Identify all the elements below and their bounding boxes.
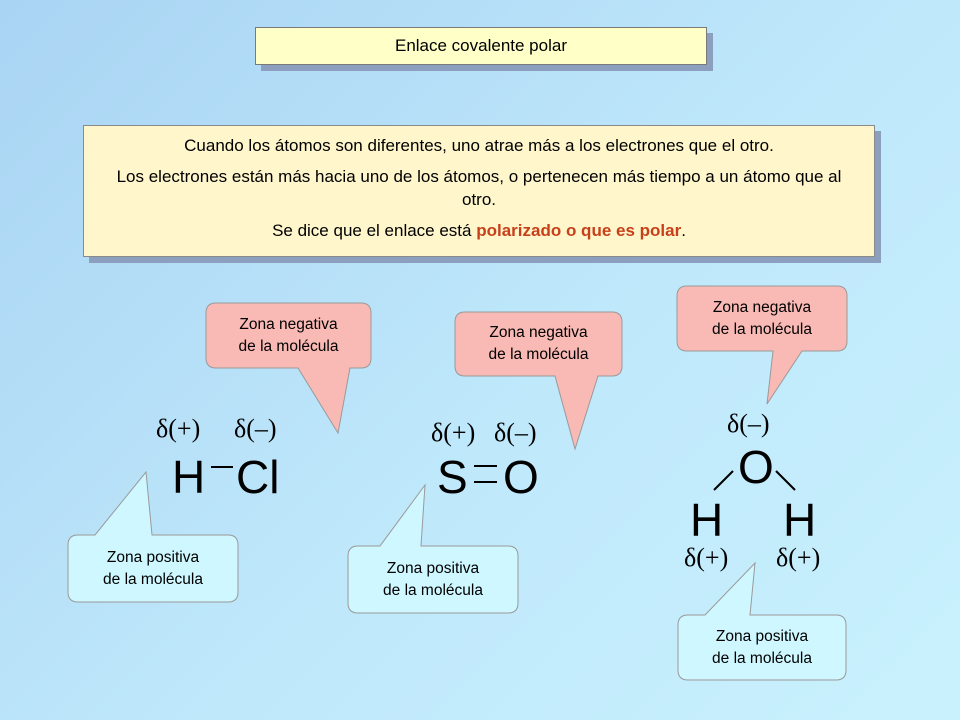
so-delta-s: δ(+) [431, 418, 476, 447]
hcl-negative-callout [206, 303, 371, 368]
callout-line: Zona positiva [386, 559, 480, 577]
hcl-atom-h: H [172, 451, 206, 503]
h2o-atom-h-right: H [783, 494, 817, 546]
so-delta-o: δ(–) [494, 418, 537, 447]
h2o-bond-left [714, 471, 733, 490]
callout-line: Zona positiva [106, 548, 200, 566]
h2o-negative-callout [677, 286, 847, 351]
hcl-positive-callout [68, 535, 238, 602]
h2o-delta-h-left: δ(+) [684, 543, 729, 572]
h2o-delta-h-right: δ(+) [776, 543, 821, 572]
callout-line: de la molécula [712, 649, 812, 667]
h2o-delta-o: δ(–) [727, 409, 770, 438]
callout-line: Zona negativa [489, 324, 588, 341]
callout-line: de la molécula [712, 320, 812, 338]
polar-highlight: polarizado o que es polar [476, 221, 682, 240]
slide-title: Enlace covalente polar [255, 27, 707, 65]
intro-line-3-start: Se dice que el enlace está [272, 221, 477, 240]
callout-line: de la molécula [238, 337, 339, 355]
callout-line: Zona negativa [239, 315, 338, 333]
intro-line-1: Cuando los átomos son diferentes, uno atrae más a los electrones que el otro. [184, 136, 774, 155]
callout-line: de la molécula [488, 346, 589, 363]
h2o-bond-right [776, 471, 795, 490]
so-negative-callout [455, 312, 622, 376]
hcl-atom-cl: Cl [236, 451, 280, 503]
callout-line: Zona positiva [715, 627, 809, 645]
so-atom-s: S [437, 451, 468, 503]
hcl-delta-cl: δ(–) [234, 414, 277, 443]
callout-line: de la molécula [103, 570, 203, 588]
h2o-atom-o: O [738, 441, 774, 493]
callout-line: de la molécula [383, 581, 483, 599]
callout-line: Zona negativa [712, 298, 812, 316]
h2o-atom-h-left: H [690, 494, 724, 546]
h2o-positive-callout [678, 615, 846, 680]
intro-line-3-end: . [681, 221, 686, 240]
so-atom-o: O [503, 451, 539, 503]
hcl-delta-h: δ(+) [156, 414, 201, 443]
so-positive-callout [348, 546, 518, 613]
intro-line-2: Los electrones están más hacia uno de los átomos, o pertenecen más tiempo a un átomo que al otro. [116, 167, 842, 209]
